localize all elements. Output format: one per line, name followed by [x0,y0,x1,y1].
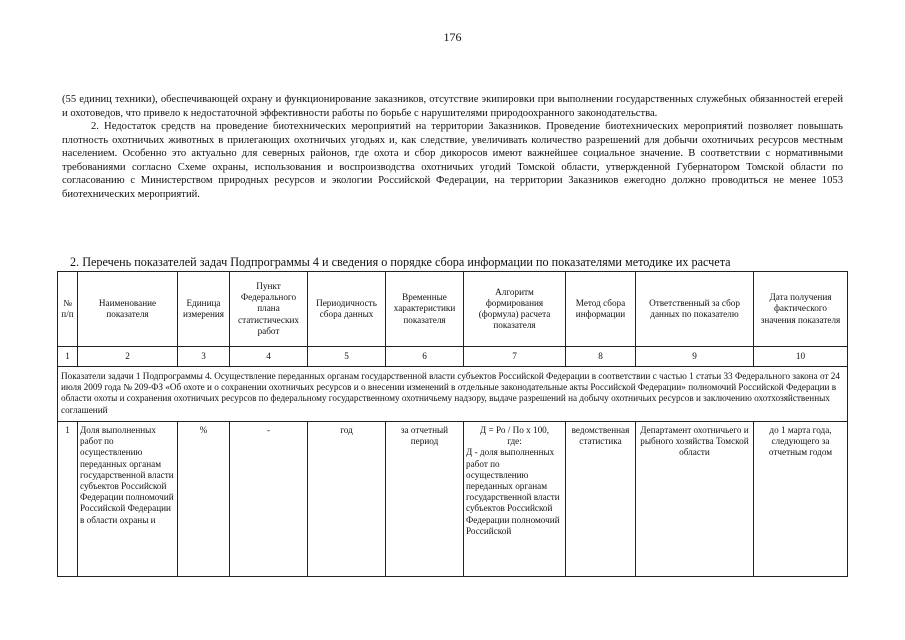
column-number: 1 [58,347,78,367]
column-number: 10 [754,347,848,367]
section-title: 2. Перечень показателей задач Подпрограммы 4 и сведения о порядке сбора информации по показателями методике их расчета [70,255,731,269]
responsible-cell: Департамент охотничьего и рыбного хозяйства Томской области [636,422,754,577]
task-row [58,367,848,422]
formula-description: Д - доля выполненных работ по осуществлению переданных органам государственной власти субъектов Российской Федерации полномочий Российской [466,447,560,536]
column-header: Метод сбора информации [566,272,636,347]
column-number: 8 [566,347,636,367]
column-number-row [58,347,848,367]
task-description: Показатели задачи 1 Подпрограммы 4. Осуществление переданных органам государственной власти субъектов Российской Федерации в соответствии с частью 1 статьи 33 Федерального закона от 24 июля 2009 года № 209-ФЗ «Об охоте и о сохранении охотничьих ресурсов и о внесении изменений в отдельные законодательные акты Российской Федерации» полномочий Российской Федерации в области охоты и сохранения охотничьих ресурсов по федеральному государственному охотничьему надзору, выдаче разрешений на добычу охотничьих ресурсов и заключению охотхозяйственных соглашений [58,367,848,422]
formula-cell [464,422,566,577]
column-header: Периодичность сбора данных [308,272,386,347]
unit-cell: % [178,422,230,577]
time-characteristics-cell: за отчетный период [386,422,464,577]
indicators-table [57,271,848,577]
formula: Д = Ро / По х 100, [479,425,550,435]
column-header: Наименование показателя [78,272,178,347]
column-header: № п/п [58,272,78,347]
paragraph: 2. Недостаток средств на проведение биотехнических мероприятий на территории Заказников. Проведение биотехнических мероприятий позволяет повышать плотность охотничьих животных в прилегающих охотничьих угодьях и, как следствие, увеличивать количество разрешений для добычи охотничьих ресурсов местным населением. Особенно это актуально для северных районов, где охота и сбор дикоросов имеют важнейшее социальное значение. В соответствии с нормативными требованиями согласно Схеме охраны, использования и воспроизводства охотничьих угодий Томской области, утвержденной Губернатором Томской области по согласованию с Министерством природных ресурсов и экологии Российской Федерации, на территории Заказников ежегодно должно проводиться не менее 1053 биотехнических мероприятий. [62,121,843,200]
page-number: 176 [443,30,462,44]
header-row [58,272,848,347]
plan-item-cell: - [230,422,308,577]
column-number: 7 [464,347,566,367]
paragraph: (55 единиц техники), обеспечивающей охрану и функционирование заказников, отсутствие экипировки при выполнении государственных служебных обязанностей егерей и охотоведов, что привело к недостаточной эффективности работы по борьбе с нарушителями природоохранного законодательства. [62,94,843,119]
formula-where: где: [507,436,522,447]
row-number: 1 [58,422,78,577]
column-header: Дата получения фактического значения показателя [754,272,848,347]
table-row [58,422,848,577]
column-header: Алгоритм формирования (формула) расчета показателя [464,272,566,347]
indicator-name: Доля выполненных работ по осуществлению переданных органам государственной власти субъектов Российской Федерации полномочий Российской Федерации в области охраны и [78,422,178,577]
column-number: 3 [178,347,230,367]
column-number: 4 [230,347,308,367]
method-cell: ведомственная статистика [566,422,636,577]
column-header: Единица измерения [178,272,230,347]
periodicity-cell: год [308,422,386,577]
column-header: Ответственный за сбор данных по показателю [636,272,754,347]
column-number: 5 [308,347,386,367]
column-header: Временные характеристики показателя [386,272,464,347]
column-number: 6 [386,347,464,367]
column-number: 2 [78,347,178,367]
column-header: Пункт Федерального плана статистических работ [230,272,308,347]
body-text [62,93,843,201]
date-cell: до 1 марта года, следующего за отчетным годом [754,422,848,577]
column-number: 9 [636,347,754,367]
